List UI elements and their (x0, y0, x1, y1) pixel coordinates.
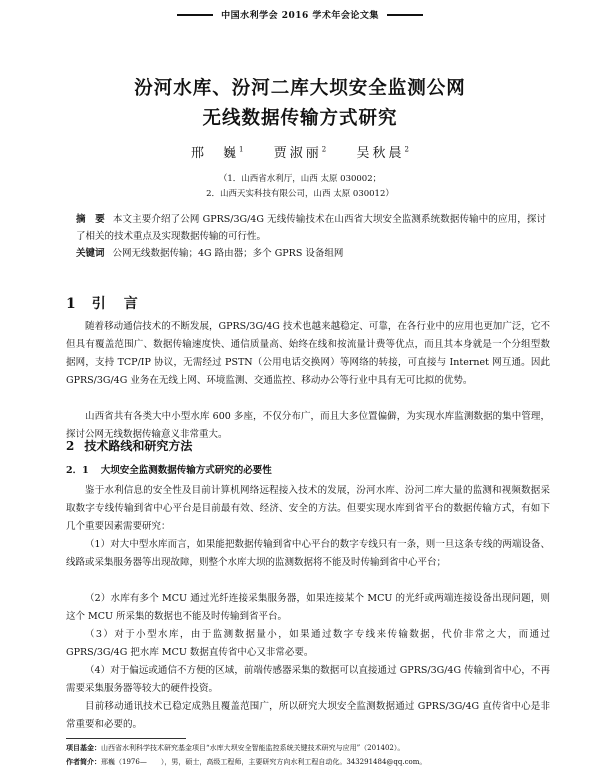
paragraph: （1）对大中型水库而言，如果能把数据传输到省中心平台的数字专线只有一条，则一旦这条专线的两端设备、线路或采集服务器等出现故障，则整个水库大坝的监测数据将不能及时传输到省中心平台； (66, 539, 550, 568)
paragraph: 随着移动通信技术的不断发展，GPRS/3G/4G 技术也越来越稳定、可靠，在各行业中的应用也更加广泛，它不但具有覆盖范围广、数据传输速度快、通信质量高、始终在线和按流量计费等优点，而且其本身就是一个分组型数据网，支持 TCP/IP 协议，无需经过 PSTN（公用电话交换网）等网络的转接，可直接与 Internet 网互通。因此 GPRS/3G/4G 业务在无线上网、环境监测、交通监控、移动办公等行业中具有无可比拟的优势。 (66, 321, 550, 386)
subsection-title: 大坝安全监测数据传输方式研究的必要性 (100, 465, 272, 476)
paragraph: （2）水库有多个 MCU 通过光纤连接采集服务器，如果连接某个 MCU 的光纤或两端连接设备出现问题，则这个 MCU 所采集的数据也不能及时传输到省平台。 (66, 593, 550, 622)
section-number: 2 (66, 439, 75, 453)
paragraph: （4）对于偏远或通信不方便的区域，前端传感器采集的数据可以直接通过 GPRS/3G/4G 传输到省中心，不再需要采集服务器等较大的硬件投资。 (66, 665, 550, 694)
author-affil-mark: 2 (404, 145, 409, 154)
author-affil-mark: 2 (321, 145, 327, 154)
abstract-label: 摘 要 (76, 214, 105, 225)
affiliation-line: 2．山西天实科技有限公司，山西 太原 030012） (206, 189, 394, 199)
running-header-text: 中国水利学会 2016 学术年会论文集 (221, 11, 379, 21)
footnote-author (66, 756, 556, 768)
paragraph: 目前移动通讯技术已稳定成熟且覆盖范围广，所以研究大坝安全监测数据通过 GPRS/3G/4G 直传省中心是非常重要和必要的。 (66, 701, 550, 730)
section-number: 1 (66, 296, 78, 312)
author-name: 吴秋晨 (356, 146, 405, 161)
abstract (76, 211, 546, 245)
subsection-heading (66, 462, 272, 476)
keywords-text: 公网无线数据传输；4G 路由器；多个 GPRS 设备组网 (112, 248, 344, 259)
author-list (0, 142, 600, 161)
subsection-number: 2．1 (66, 465, 89, 476)
keywords-label: 关键词 (76, 248, 105, 259)
footnote-rule (66, 738, 186, 739)
section-heading (66, 293, 140, 313)
affiliations (0, 172, 600, 202)
title-line-2: 无线数据传输方式研究 (202, 108, 398, 129)
keywords (76, 245, 546, 262)
section-title: 技术路线和研究方法 (84, 439, 193, 453)
footnote-text: 山西省水利科学技术研究基金项目“水库大坝安全智能监控系统关键技术研究与应用”（201402）。 (101, 744, 405, 752)
header-rule-right (387, 14, 423, 16)
paragraph: （3）对于小型水库，由于监测数据量小，如果通过数字专线来传输数据，代价非常之大，而通过 GPRS/3G/4G 把水库 MCU 数据直传省中心又非常必要。 (66, 629, 550, 658)
footnote-funding (66, 742, 556, 754)
author-name: 贾淑丽 (273, 146, 322, 161)
section-heading (66, 437, 192, 454)
running-header (0, 8, 600, 21)
footnote-label: 项目基金： (66, 743, 101, 752)
abstract-text: 本文主要介绍了公网 GPRS/3G/4G 无线传输技术在山西省大坝安全监测系统数据传输中的应用，探讨了相关的技术重点及实现数据传输的可行性。 (76, 214, 546, 242)
author-affil-mark: 1 (239, 145, 244, 154)
footnote-label: 作者简介： (66, 757, 101, 766)
paper-title (0, 74, 600, 134)
abstract-block (76, 211, 546, 262)
title-line-1: 汾河水库、汾河二库大坝安全监测公网 (134, 78, 466, 99)
header-rule-left (177, 14, 213, 16)
paragraph: 山西省共有各类大中小型水库 600 多座，不仅分布广，而且大多位置偏僻，为实现水库监测数据的集中管理，探讨公网无线数据传输意义非常重大。 (66, 411, 550, 440)
footnote-text: 邢巍（1976— ），男，硕士，高级工程师，主要研究方向水利工程自动化。343291484@qq.com。 (101, 758, 427, 766)
author-name: 邢 巍 (190, 146, 239, 161)
affiliation-line: （1．山西省水利厅，山西 太原 030002； (218, 174, 382, 184)
section-title: 引 言 (91, 296, 140, 312)
paragraph: 鉴于水利信息的安全性及目前计算机网络远程接入技术的发展，汾河水库、汾河二库大量的监测和视频数据采取数字专线传输到省中心平台是目前最有效、经济、安全的方法。但要实现水库到省平台的数据传输方式，有如下几个重要因素需要研究： (66, 485, 550, 532)
